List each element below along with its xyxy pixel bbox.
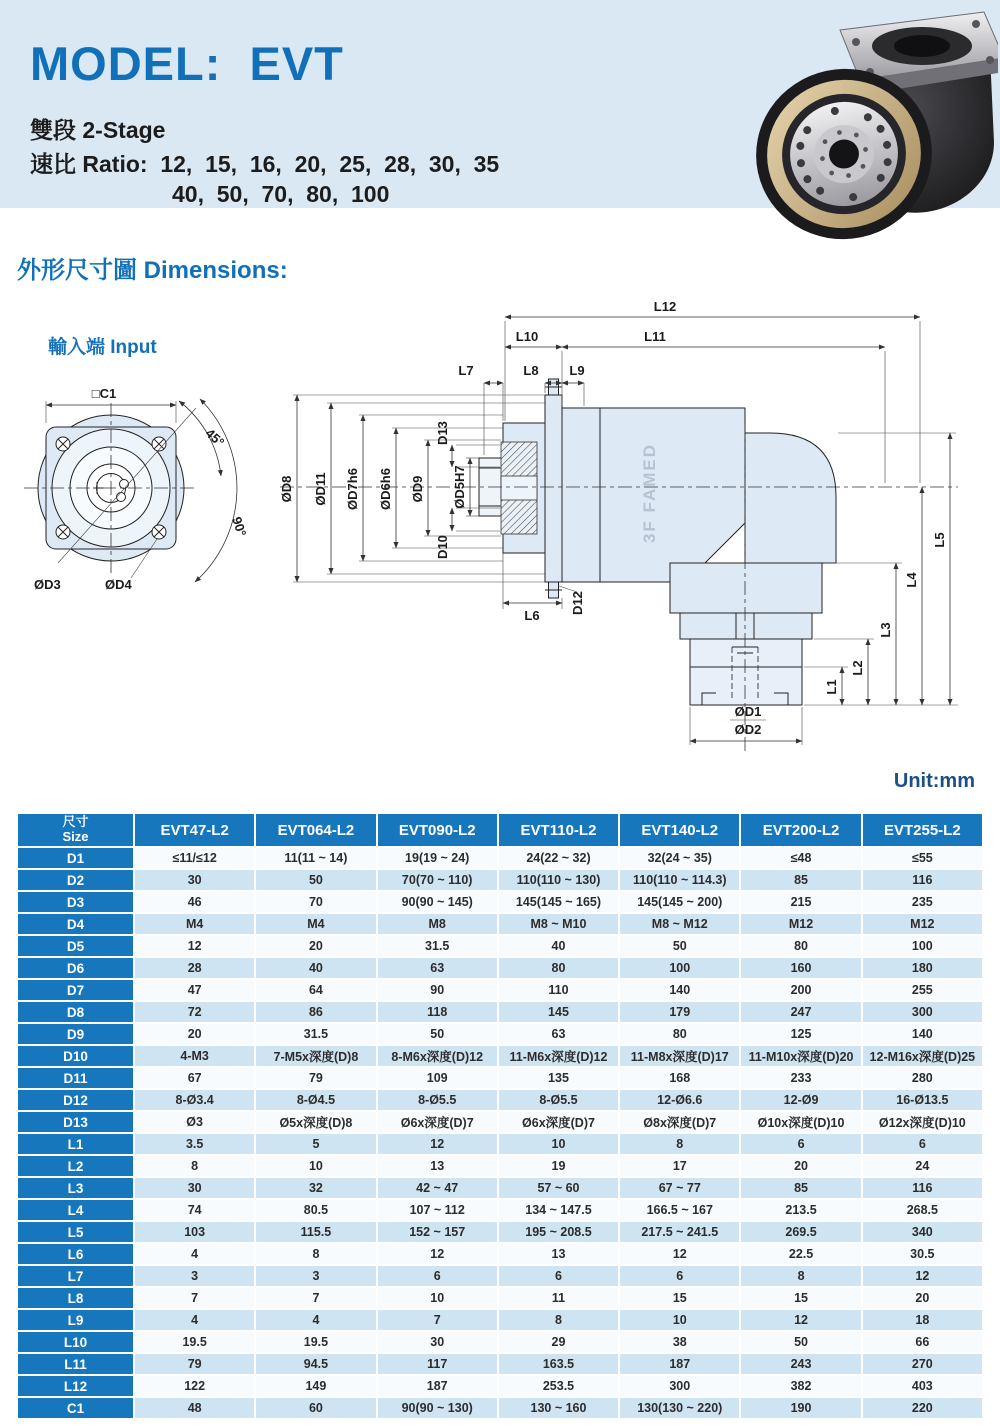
table-cell: 50 (378, 1024, 497, 1044)
table-cell: 30 (378, 1332, 497, 1352)
table-cell: 300 (620, 1376, 739, 1396)
row-label: L10 (18, 1332, 133, 1352)
row-label: L6 (18, 1244, 133, 1264)
ratio-label: 速比 Ratio: (30, 151, 161, 177)
table-cell: Ø6x深度(D)7 (378, 1112, 497, 1132)
table-cell: 20 (741, 1156, 860, 1176)
table-row (18, 1024, 982, 1044)
table-cell: 243 (741, 1354, 860, 1374)
row-label: D9 (18, 1024, 133, 1044)
dim-label-l8: L8 (523, 363, 539, 378)
table-row (18, 980, 982, 1000)
dim-label-l3: L3 (878, 622, 893, 638)
table-cell: 145 (499, 1002, 618, 1022)
table-cell: ≤48 (741, 848, 860, 868)
table-cell: 12 (620, 1244, 739, 1264)
table-cell: 63 (499, 1024, 618, 1044)
row-label: D12 (18, 1090, 133, 1110)
table-cell: M8 ~ M12 (620, 914, 739, 934)
ratio-values-1: 12, 15, 16, 20, 25, 28, 30, 35 (160, 151, 500, 177)
table-cell: 90 (378, 980, 497, 1000)
table-cell: 60 (256, 1398, 375, 1418)
table-cell: 268.5 (863, 1200, 982, 1220)
table-cell: 30 (135, 870, 254, 890)
table-cell: 187 (620, 1354, 739, 1374)
table-cell: 66 (863, 1332, 982, 1352)
table-row (18, 914, 982, 934)
table-row (18, 1200, 982, 1220)
table-row (18, 1266, 982, 1286)
table-row (18, 1288, 982, 1308)
table-cell: 28 (135, 958, 254, 978)
table-cell: 8-Ø4.5 (256, 1090, 375, 1110)
table-cell: 180 (863, 958, 982, 978)
table-cell: 12 (378, 1244, 497, 1264)
dim-label-90deg: 90° (229, 514, 250, 539)
dim-label-d3: ØD3 (34, 577, 61, 592)
dim-label-l2: L2 (850, 660, 865, 676)
table-cell: 20 (863, 1288, 982, 1308)
table-cell: 8-Ø5.5 (378, 1090, 497, 1110)
table-cell: 152 ~ 157 (378, 1222, 497, 1242)
table-cell: 195 ~ 208.5 (499, 1222, 618, 1242)
table-cell: 48 (135, 1398, 254, 1418)
table-cell: M12 (863, 914, 982, 934)
table-cell: 103 (135, 1222, 254, 1242)
table-cell: ≤55 (863, 848, 982, 868)
table-row (18, 1376, 982, 1396)
table-cell: 3 (135, 1266, 254, 1286)
table-cell: 233 (741, 1068, 860, 1088)
dim-label-d1dia: ØD1 (734, 704, 762, 719)
column-header: EVT064-L2 (256, 814, 375, 846)
table-cell: 8 (499, 1310, 618, 1330)
ratio-line-1 (30, 146, 499, 179)
table-cell: 4 (256, 1310, 375, 1330)
table-cell: 10 (499, 1134, 618, 1154)
table-cell: 10 (620, 1310, 739, 1330)
table-cell: Ø12x深度(D)10 (863, 1112, 982, 1132)
table-cell: 130(130 ~ 220) (620, 1398, 739, 1418)
table-cell: 12 (378, 1134, 497, 1154)
side-view (279, 299, 958, 753)
dim-label-l11: L11 (644, 329, 666, 344)
row-label: D1 (18, 848, 133, 868)
table-cell: 57 ~ 60 (499, 1178, 618, 1198)
table-cell: 13 (499, 1244, 618, 1264)
dim-label-l5: L5 (932, 532, 947, 548)
table-row (18, 936, 982, 956)
dim-label-l10: L10 (515, 329, 539, 344)
row-label: D4 (18, 914, 133, 934)
table-row (18, 1310, 982, 1330)
row-label: D8 (18, 1002, 133, 1022)
table-cell: 220 (863, 1398, 982, 1418)
table-row (18, 848, 982, 868)
table-cell: 247 (741, 1002, 860, 1022)
table-cell: 42 ~ 47 (378, 1178, 497, 1198)
table-cell: 85 (741, 1178, 860, 1198)
table-cell: Ø6x深度(D)7 (499, 1112, 618, 1132)
table-cell: M12 (741, 914, 860, 934)
table-cell: 10 (378, 1288, 497, 1308)
table-cell: 117 (378, 1354, 497, 1374)
table-cell: 6 (378, 1266, 497, 1286)
row-label: D11 (18, 1068, 133, 1088)
row-label: D6 (18, 958, 133, 978)
table-cell: 94.5 (256, 1354, 375, 1374)
table-cell: 8 (741, 1266, 860, 1286)
size-header-cn: 尺寸 (62, 814, 89, 830)
table-cell: 46 (135, 892, 254, 912)
brand-watermark: 3F FAMED (640, 442, 659, 544)
dim-label-d12: D12 (570, 591, 585, 615)
table-row (18, 1332, 982, 1352)
table-cell: 67 (135, 1068, 254, 1088)
table-cell: Ø10x深度(D)10 (741, 1112, 860, 1132)
table-cell: 163.5 (499, 1354, 618, 1374)
table-cell: 217.5 ~ 241.5 (620, 1222, 739, 1242)
table-cell: 3 (256, 1266, 375, 1286)
table-cell: 80.5 (256, 1200, 375, 1220)
table-cell: 47 (135, 980, 254, 1000)
row-label: D7 (18, 980, 133, 1000)
table-cell: 100 (620, 958, 739, 978)
table-cell: 6 (741, 1134, 860, 1154)
table-cell: 253.5 (499, 1376, 618, 1396)
row-label: D2 (18, 870, 133, 890)
dim-label-d6h6: ØD6h6 (378, 468, 393, 510)
table-cell: 11-M8x深度(D)17 (620, 1046, 739, 1066)
table-cell: 15 (741, 1288, 860, 1308)
table-cell: 115.5 (256, 1222, 375, 1242)
table-row (18, 870, 982, 890)
table-row (18, 1068, 982, 1088)
table-cell: 235 (863, 892, 982, 912)
table-cell: Ø8x深度(D)7 (620, 1112, 739, 1132)
table-cell: 280 (863, 1068, 982, 1088)
table-cell: 166.5 ~ 167 (620, 1200, 739, 1220)
table-cell: 63 (378, 958, 497, 978)
table-row (18, 958, 982, 978)
row-label: D5 (18, 936, 133, 956)
row-label: C1 (18, 1398, 133, 1418)
table-cell: 11-M10x深度(D)20 (741, 1046, 860, 1066)
table-cell: 17 (620, 1156, 739, 1176)
dim-label-l6: L6 (524, 608, 540, 623)
table-cell: 40 (499, 936, 618, 956)
row-label: L2 (18, 1156, 133, 1176)
dimensions-table (16, 812, 984, 1420)
table-cell: 31.5 (256, 1024, 375, 1044)
table-cell: 19.5 (256, 1332, 375, 1352)
table-cell: 30.5 (863, 1244, 982, 1264)
table-cell: 7 (135, 1288, 254, 1308)
table-row (18, 1178, 982, 1198)
table-cell: 70 (256, 892, 375, 912)
row-label: L12 (18, 1376, 133, 1396)
dim-label-d4: ØD4 (105, 577, 132, 592)
table-cell: 90(90 ~ 130) (378, 1398, 497, 1418)
table-row (18, 1112, 982, 1132)
column-header: EVT090-L2 (378, 814, 497, 846)
table-cell: 8 (135, 1156, 254, 1176)
table-cell: 18 (863, 1310, 982, 1330)
table-cell: 7-M5x深度(D)8 (256, 1046, 375, 1066)
dim-label-d8dia: ØD8 (279, 475, 294, 503)
table-cell: 11-M6x深度(D)12 (499, 1046, 618, 1066)
column-header: EVT255-L2 (863, 814, 982, 846)
row-label: D10 (18, 1046, 133, 1066)
table-cell: 116 (863, 1178, 982, 1198)
table-cell: 160 (741, 958, 860, 978)
table-cell: M4 (256, 914, 375, 934)
table-cell: 403 (863, 1376, 982, 1396)
table-cell: 15 (620, 1288, 739, 1308)
row-label: L11 (18, 1354, 133, 1374)
table-cell: 32(24 ~ 35) (620, 848, 739, 868)
table-cell: 79 (256, 1068, 375, 1088)
table-cell: 200 (741, 980, 860, 1000)
table-cell: 10 (256, 1156, 375, 1176)
table-cell: 12-M16x深度(D)25 (863, 1046, 982, 1066)
dim-label-l12: L12 (653, 299, 677, 314)
table-cell: 190 (741, 1398, 860, 1418)
table-cell: 31.5 (378, 936, 497, 956)
table-cell: 12-Ø6.6 (620, 1090, 739, 1110)
table-cell: 19.5 (135, 1332, 254, 1352)
table-cell: 20 (256, 936, 375, 956)
table-cell: 134 ~ 147.5 (499, 1200, 618, 1220)
row-label: L8 (18, 1288, 133, 1308)
table-row (18, 1156, 982, 1176)
table-cell: 90(90 ~ 145) (378, 892, 497, 912)
table-cell: 11(11 ~ 14) (256, 848, 375, 868)
table-cell: 135 (499, 1068, 618, 1088)
table-cell: 40 (256, 958, 375, 978)
table-cell: 122 (135, 1376, 254, 1396)
dim-label-d7h6: ØD7h6 (345, 468, 360, 510)
ratio-line-2: 40, 50, 70, 80, 100 (172, 181, 390, 207)
dim-label-d10: D10 (435, 535, 450, 559)
row-label: D3 (18, 892, 133, 912)
table-cell: M4 (135, 914, 254, 934)
table-cell: 29 (499, 1332, 618, 1352)
row-label: L1 (18, 1134, 133, 1154)
table-cell: 67 ~ 77 (620, 1178, 739, 1198)
table-cell: 70(70 ~ 110) (378, 870, 497, 890)
dim-label-d13: D13 (435, 421, 450, 445)
table-cell: 270 (863, 1354, 982, 1374)
table-cell: 19(19 ~ 24) (378, 848, 497, 868)
table-cell: 20 (135, 1024, 254, 1044)
table-cell: 80 (620, 1024, 739, 1044)
row-label: D13 (18, 1112, 133, 1132)
table-row (18, 1222, 982, 1242)
table-cell: 187 (378, 1376, 497, 1396)
table-cell: 12 (863, 1266, 982, 1286)
table-cell: 8-Ø3.4 (135, 1090, 254, 1110)
table-cell: 269.5 (741, 1222, 860, 1242)
table-cell: 6 (620, 1266, 739, 1286)
table-cell: 5 (256, 1134, 375, 1154)
table-cell: 6 (499, 1266, 618, 1286)
dim-label-45deg: 45° (202, 425, 228, 450)
dimensions-heading: 外形尺寸圖 Dimensions: (17, 257, 288, 284)
table-cell: 24 (863, 1156, 982, 1176)
table-cell: 6 (863, 1134, 982, 1154)
table-cell: 215 (741, 892, 860, 912)
table-cell: 85 (741, 870, 860, 890)
table-cell: 79 (135, 1354, 254, 1374)
table-cell: 12 (135, 936, 254, 956)
table-cell: 22.5 (741, 1244, 860, 1264)
table-cell: 109 (378, 1068, 497, 1088)
row-label: L7 (18, 1266, 133, 1286)
table-row (18, 1134, 982, 1154)
table-cell: 24(22 ~ 32) (499, 848, 618, 868)
table-cell: 8 (620, 1134, 739, 1154)
table-cell: 11 (499, 1288, 618, 1308)
unit-label: Unit:mm (893, 770, 975, 792)
row-label: L5 (18, 1222, 133, 1242)
dim-label-d5h7: ØD5H7 (452, 465, 467, 509)
dim-label-l1: L1 (824, 679, 839, 695)
table-row (18, 1046, 982, 1066)
table-row (18, 1354, 982, 1374)
table-cell: 300 (863, 1002, 982, 1022)
table-cell: 110(110 ~ 130) (499, 870, 618, 890)
dim-label-l4: L4 (904, 572, 919, 588)
table-row (18, 1398, 982, 1418)
table-row (18, 1002, 982, 1022)
table-cell: 3.5 (135, 1134, 254, 1154)
table-cell: 8-M6x深度(D)12 (378, 1046, 497, 1066)
stage-line: 雙段 2-Stage (30, 117, 166, 143)
table-cell: 74 (135, 1200, 254, 1220)
table-cell: 7 (378, 1310, 497, 1330)
table-cell: 50 (256, 870, 375, 890)
table-cell: M8 ~ M10 (499, 914, 618, 934)
column-header: EVT200-L2 (741, 814, 860, 846)
table-cell: 50 (620, 936, 739, 956)
table-cell: M8 (378, 914, 497, 934)
row-label: L4 (18, 1200, 133, 1220)
table-cell: 4 (135, 1244, 254, 1264)
table-cell: 382 (741, 1376, 860, 1396)
table-cell: 213.5 (741, 1200, 860, 1220)
column-header: EVT47-L2 (135, 814, 254, 846)
table-cell: 4 (135, 1310, 254, 1330)
page-title: MODEL: EVT (30, 37, 344, 90)
table-cell: 38 (620, 1332, 739, 1352)
table-cell: 118 (378, 1002, 497, 1022)
table-cell: 7 (256, 1288, 375, 1308)
table-cell: 80 (499, 958, 618, 978)
table-cell: 12-Ø9 (741, 1090, 860, 1110)
table-cell: 50 (741, 1332, 860, 1352)
table-cell: 80 (741, 936, 860, 956)
dim-label-c1: □C1 (91, 386, 117, 401)
table-cell: 30 (135, 1178, 254, 1198)
table-cell: 110(110 ~ 114.3) (620, 870, 739, 890)
table-cell: 100 (863, 936, 982, 956)
dim-label-d9dia: ØD9 (410, 475, 425, 503)
table-cell: 179 (620, 1002, 739, 1022)
dim-label-d2dia: ØD2 (734, 722, 762, 737)
dim-label-l9: L9 (569, 363, 585, 378)
table-cell: 4-M3 (135, 1046, 254, 1066)
table-cell: 116 (863, 870, 982, 890)
table-cell: 145(145 ~ 165) (499, 892, 618, 912)
table-cell: 12 (741, 1310, 860, 1330)
column-header: EVT110-L2 (499, 814, 618, 846)
input-end-view (24, 386, 249, 592)
table-row (18, 1244, 982, 1264)
column-header: EVT140-L2 (620, 814, 739, 846)
table-cell: 64 (256, 980, 375, 1000)
table-cell: 125 (741, 1024, 860, 1044)
table-cell: 8-Ø5.5 (499, 1090, 618, 1110)
table-cell: Ø5x深度(D)8 (256, 1112, 375, 1132)
dim-label-l7: L7 (458, 363, 474, 378)
table-cell: 140 (863, 1024, 982, 1044)
size-header-en: Size (62, 829, 89, 844)
table-header-row (18, 814, 982, 846)
table-cell: 110 (499, 980, 618, 1000)
table-cell: 32 (256, 1178, 375, 1198)
row-label: L3 (18, 1178, 133, 1198)
product-photo (752, 2, 998, 242)
table-cell: 72 (135, 1002, 254, 1022)
table-cell: 13 (378, 1156, 497, 1176)
table-row (18, 892, 982, 912)
table-row (18, 1090, 982, 1110)
dimensions-table-wrap (16, 812, 984, 1420)
table-cell: ≤11/≤12 (135, 848, 254, 868)
table-cell: 149 (256, 1376, 375, 1396)
table-cell: 16-Ø13.5 (863, 1090, 982, 1110)
input-end-label: 輸入端 Input (48, 337, 157, 358)
table-cell: 107 ~ 112 (378, 1200, 497, 1220)
table-cell: 140 (620, 980, 739, 1000)
table-cell: 130 ~ 160 (499, 1398, 618, 1418)
table-cell: Ø3 (135, 1112, 254, 1132)
table-cell: 19 (499, 1156, 618, 1176)
table-cell: 340 (863, 1222, 982, 1242)
dimension-drawing (0, 295, 1000, 775)
table-cell: 8 (256, 1244, 375, 1264)
table-cell: 255 (863, 980, 982, 1000)
dim-label-d11dia: ØD11 (313, 472, 328, 506)
table-cell: 86 (256, 1002, 375, 1022)
table-cell: 145(145 ~ 200) (620, 892, 739, 912)
row-label: L9 (18, 1310, 133, 1330)
table-cell: 168 (620, 1068, 739, 1088)
size-header-cell (18, 814, 133, 846)
